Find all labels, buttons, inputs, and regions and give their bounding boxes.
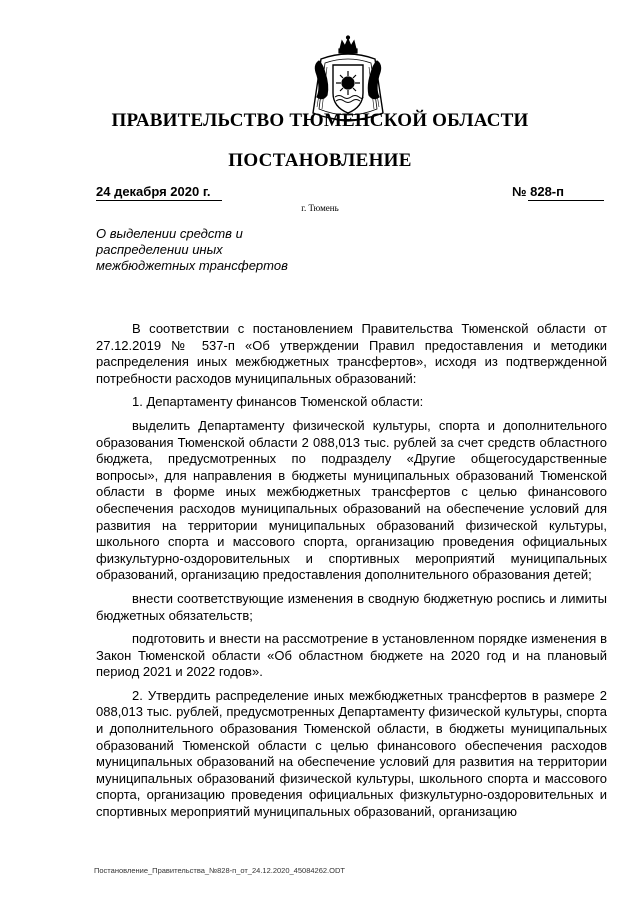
body-paragraph: В соответствии с постановлением Правительства Тюменской области от 27.12.2019 № 537-п «Об утверждении Правил предоставления и методики распределения иных межбюджетных трансфертов», исходя из подтвержденной потребности расходов муниципальных образований: (96, 321, 607, 386)
body-paragraph: внести соответствующие изменения в сводную бюджетную роспись и лимиты бюджетных обязательств; (96, 590, 607, 623)
document-type-title: ПОСТАНОВЛЕНИЕ (228, 150, 412, 171)
document-number: № 828-п (512, 184, 564, 199)
body-paragraph: подготовить и внести на рассмотрение в установленном порядке изменения в Закон Тюменской области «Об областном бюджете на 2020 год и на плановый период 2021 и 2022 годов». (96, 631, 607, 680)
document-date: 24 декабря 2020 г. (96, 184, 211, 199)
subject-line: межбюджетных трансфертов (96, 258, 288, 273)
body-paragraph: выделить Департаменту физической культуры, спорта и дополнительного образования Тюменской области 2 088,013 тыс. рублей за счет средств областного бюджета, предусмотренных по подразделу «Другие общегосударственные вопросы», для направления в бюджеты муниципальных образований Тюменской области в форме иных межбюджетных трансфертов с целью финансового обеспечения расходов муниципальных образований на обеспечение условий для развития на территории муниципальных образований физической культуры, школьного спорта и массового спорта, организацию проведения официальных физкультурно-оздоровительных и спортивных мероприятий муниципальных образований, организацию предоставления дополнительного образования детей; (96, 417, 607, 583)
body-paragraph: 1. Департаменту финансов Тюменской области: (132, 394, 424, 410)
body-paragraph: 2. Утвердить распределение иных межбюджетных трансфертов в размере 2 088,013 тыс. рублей, предусмотренных Департаменту физической культуры, спорта и дополнительного образования Тюменской области, в бюджеты муниципальных образований Тюменской области с целью финансового обеспечения расходов муниципальных образований на обеспечение условий для развития на территории муниципальных образований физической культуры, школьного спорта и массового спорта, организацию проведения официальных физкультурно-оздоровительных и спортивных мероприятий муниципальных образований, организацию (96, 687, 607, 820)
subject-line: О выделении средств и (96, 226, 243, 241)
document-city: г. Тюмень (301, 203, 339, 213)
document-subject (96, 226, 336, 274)
number-underline (528, 200, 604, 201)
footer-filename: Постановление_Правительства_№828-п_от_24.12.2020_45084262.ODT (94, 866, 345, 875)
date-underline (96, 200, 222, 201)
government-title: ПРАВИТЕЛЬСТВО ТЮМЕНСКОЙ ОБЛАСТИ (111, 110, 529, 131)
subject-line: распределении иных (96, 242, 223, 257)
document-body (96, 321, 607, 828)
